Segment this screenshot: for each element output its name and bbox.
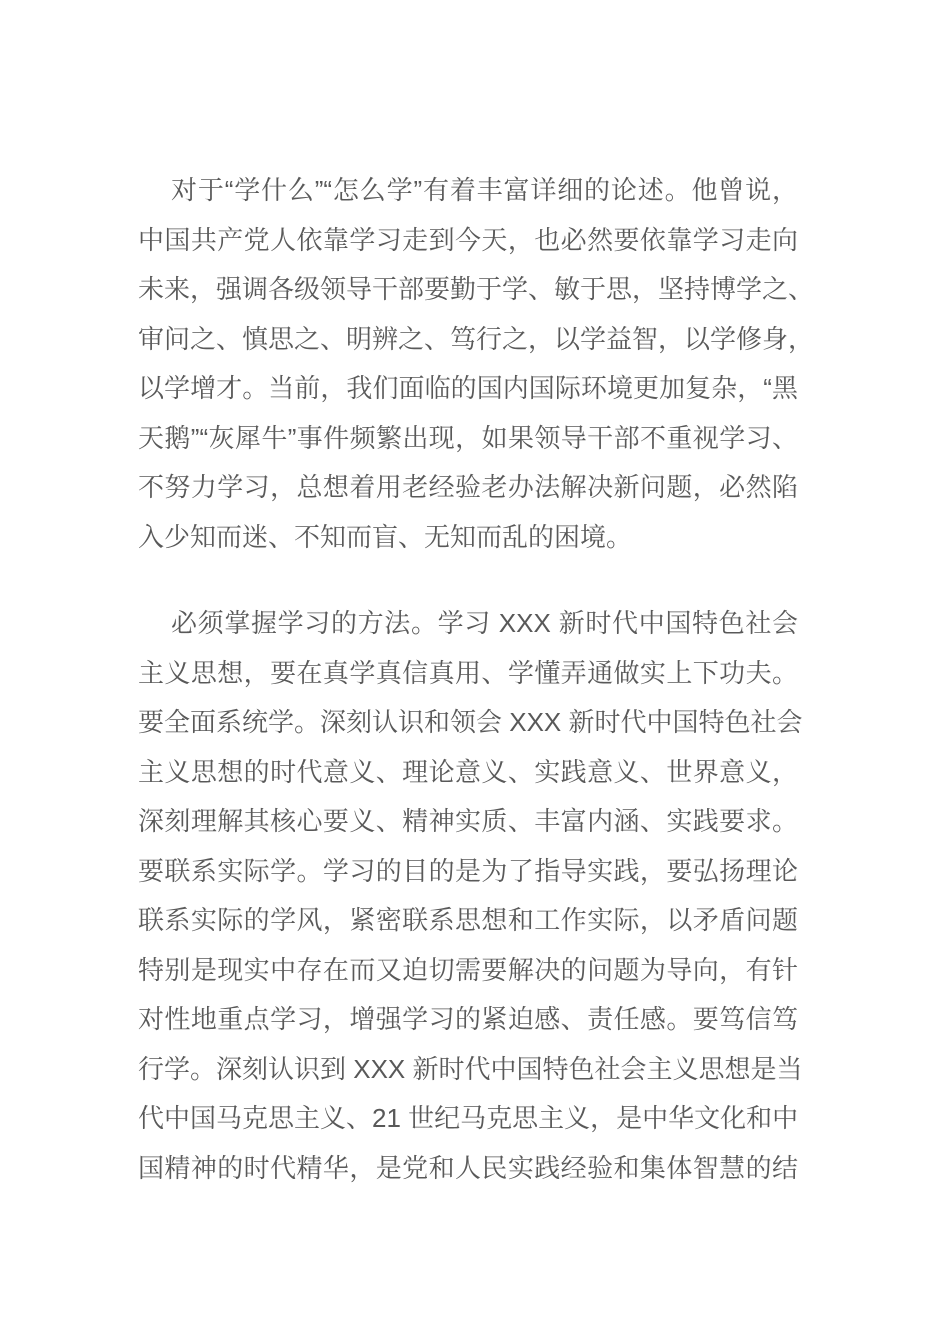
text-line: 不努力学习，总想着用老经验老办法解决新问题，必然陷 <box>138 472 798 502</box>
text-line: 深刻理解其核心要义、精神实质、丰富内涵、实践要求。 <box>138 806 798 836</box>
text-line: 中国共产党人依靠学习走到今天，也必然要依靠学习走向 <box>138 224 798 255</box>
text-line: 特别是现实中存在而又迫切需要解决的问题为导向，有针 <box>138 954 798 985</box>
text-line: 要全面系统学。深刻认识和领会 XXX 新时代中国特色社会 <box>138 707 803 737</box>
text-line: 要联系实际学。学习的目的是为了指导实践，要弘扬理论 <box>138 855 798 886</box>
text-line: 国精神的时代精华，是党和人民实践经验和集体智慧的结 <box>138 1152 798 1183</box>
text-line: 天鹅”“灰犀牛”事件频繁出现，如果领导干部不重视学习、 <box>138 422 798 453</box>
paragraph-1 <box>138 166 815 562</box>
text-line: 代中国马克思主义、21 世纪马克思主义，是中华文化和中 <box>138 1103 799 1133</box>
text-line: 对于“学什么”“怎么学”有着丰富详细的论述。他曾说， <box>171 175 798 205</box>
text-line: 以学增才。当前，我们面临的国内国际环境更加复杂，“黑 <box>138 373 798 403</box>
text-line: 主义思想的时代意义、理论意义、实践意义、世界意义， <box>138 756 798 787</box>
text-line: 入少知而迷、不知而盲、无知而乱的困境。 <box>138 521 633 552</box>
paragraph-2 <box>138 599 803 1193</box>
text-line: 未来，强调各级领导干部要勤于学、敏于思，坚持博学之、 <box>138 274 815 304</box>
text-line: 主义思想，要在真学真信真用、学懂弄通做实上下功夫。 <box>138 657 798 688</box>
text-line: 行学。深刻认识到 XXX 新时代中国特色社会主义思想是当 <box>138 1053 803 1084</box>
text-line: 必须掌握学习的方法。学习 XXX 新时代中国特色社会 <box>171 608 798 638</box>
text-line: 对性地重点学习，增强学习的紧迫感、责任感。要笃信笃 <box>138 1004 798 1034</box>
text-line: 审问之、慎思之、明辨之、笃行之，以学益智，以学修身， <box>138 323 815 354</box>
document-text-block <box>138 166 815 1193</box>
text-line: 联系实际的学风，紧密联系思想和工作实际，以矛盾问题 <box>138 905 798 935</box>
